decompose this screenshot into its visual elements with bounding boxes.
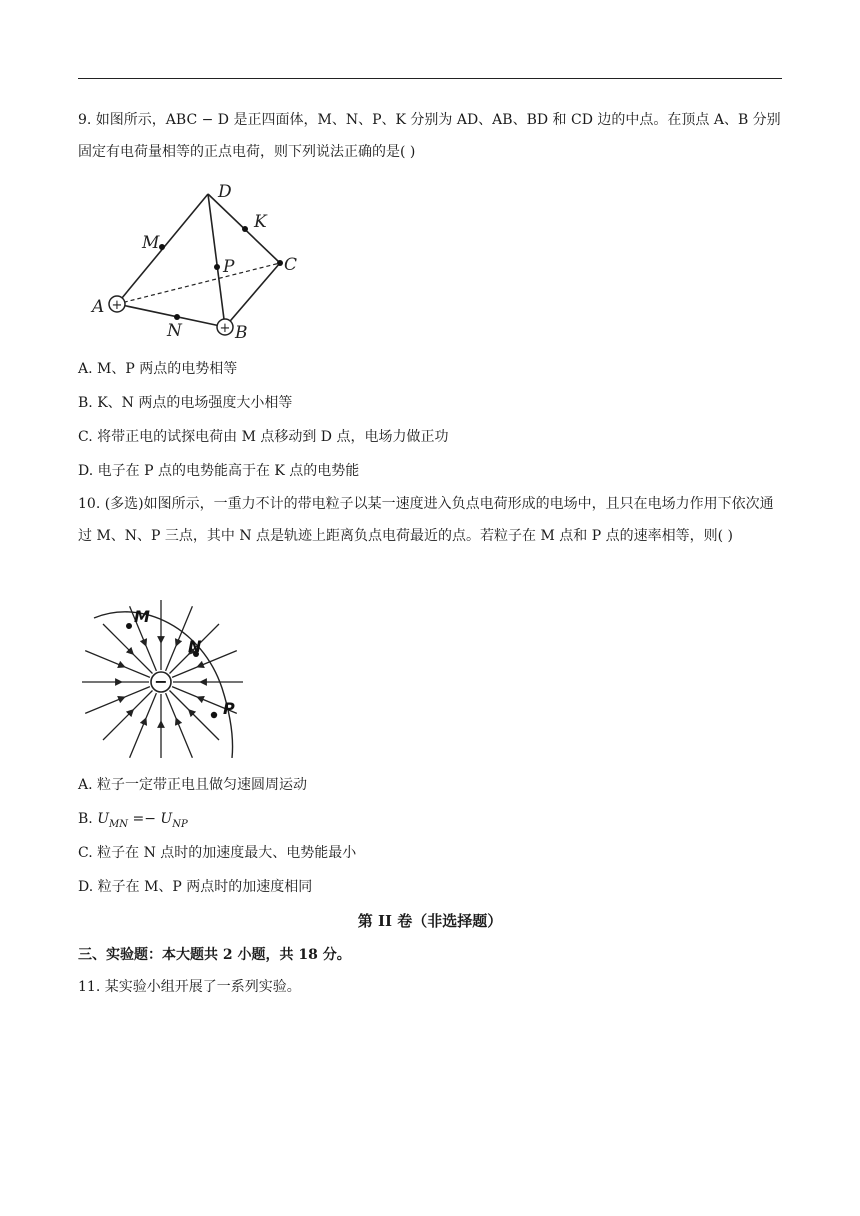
section-title: 第 II 卷（非选择题） [357, 912, 503, 930]
label-k: K [254, 212, 267, 232]
q10-option-b[interactable] [78, 808, 188, 836]
charge-b [217, 319, 233, 336]
field-line [166, 693, 193, 758]
q9-option-d[interactable]: D. 电子在 P 点的电势能高于在 K 点的电势能 [78, 463, 360, 479]
field-arrow [177, 721, 179, 725]
svg-text:+: + [219, 321, 231, 336]
point-k [242, 226, 248, 232]
q10-option-d[interactable]: D. 粒子在 M、P 两点时的加速度相同 [78, 879, 313, 895]
q9-option-a[interactable]: A. M、P 两点的电势相等 [78, 361, 238, 377]
field-arrow [129, 650, 132, 653]
svg-text:+: + [111, 298, 123, 313]
q9-option-c[interactable]: C. 将带正电的试探电荷由 M 点移动到 D 点，电场力做正功 [78, 429, 449, 445]
field-arrow [200, 698, 204, 700]
q10-option-b-mid: =− [128, 811, 161, 827]
field-lines-figure [82, 598, 252, 758]
field-arrow [191, 712, 194, 715]
field-line [85, 651, 150, 678]
field-arrow [143, 721, 145, 725]
point-c [277, 260, 283, 266]
label-m: M [142, 233, 160, 253]
q10-option-c[interactable]: C. 粒子在 N 点时的加速度最大、电势能最小 [78, 845, 357, 861]
q10-option-b-u1: U [97, 811, 110, 827]
label-n: N [188, 637, 202, 656]
q9-stem: 9. 如图所示，ABC − D 是正四面体，M、N、P、K 分别为 AD、AB、BD 和 CD 边的中点。在顶点 A、B 分别固定有电荷量相等的正点电荷，则下列说法正确的是( ) [78, 112, 781, 160]
q10-stem: 10. (多选)如图所示，一重力不计的带电粒子以某一速度进入负点电荷形成的电场中，且只在电场力作用下依次通过 M、N、P 三点，其中 N 点是轨迹上距离负点电荷最近的点。若粒子在 M 点和 P 点的速率相等，则( ) [78, 496, 774, 544]
label-a: A [92, 297, 105, 317]
q10-option-b-u2: U [160, 811, 173, 827]
tetrahedron-figure [88, 180, 318, 340]
header-rule [78, 78, 782, 79]
section-heading: 三、实验题：本大题共 2 小题，共 18 分。 [78, 947, 351, 963]
point-m [126, 623, 132, 629]
field-line [103, 691, 153, 741]
label-n: N [167, 321, 182, 340]
label-p: P [223, 699, 235, 718]
field-line [85, 687, 150, 714]
label-m: M [134, 607, 150, 626]
field-arrow [200, 664, 204, 666]
field-line [103, 624, 153, 674]
field-arrow [177, 640, 179, 644]
field-arrow [143, 640, 145, 644]
field-arrow [119, 698, 123, 700]
q9-option-b[interactable]: B. K、N 两点的电场强度大小相等 [78, 395, 293, 411]
q10-option-a[interactable]: A. 粒子一定带正电且做匀速圆周运动 [78, 777, 308, 793]
point-p [214, 264, 220, 270]
label-d: D [218, 182, 232, 202]
q10-option-b-sub1: MN [109, 818, 129, 830]
field-arrow [129, 712, 132, 715]
label-c: C [284, 255, 298, 275]
label-b: B [235, 323, 248, 340]
point-p [211, 712, 217, 718]
svg-text:−: − [154, 672, 168, 691]
q10-option-b-sub2: NP [172, 818, 188, 830]
q10-option-b-prefix: B. [78, 811, 98, 827]
field-arrow [119, 664, 123, 666]
edge-ac [117, 263, 280, 304]
charge-a [109, 296, 125, 313]
point-m [159, 244, 165, 250]
point-n [174, 314, 180, 320]
field-line [130, 693, 157, 758]
label-p: P [223, 257, 235, 277]
q11-stem: 11. 某实验小组开展了一系列实验。 [78, 979, 301, 995]
negative-charge [151, 672, 171, 692]
